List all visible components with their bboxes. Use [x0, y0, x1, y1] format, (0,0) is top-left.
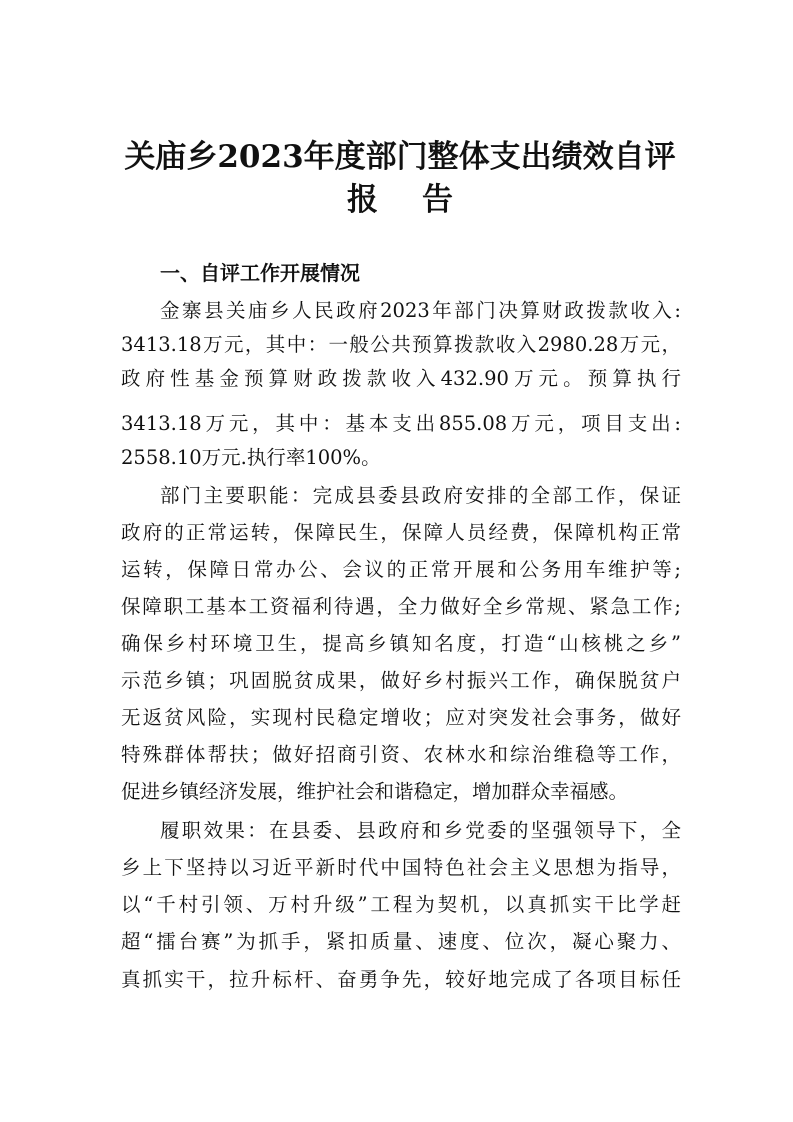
paragraph-line: 确保乡村环境卫生，提高乡镇知名度，打造“山核桃之乡”: [121, 632, 681, 655]
document-title-continued: 报告: [347, 182, 497, 218]
paragraph-line: 履职效果：在县委、县政府和乡党委的坚强领导下，全: [160, 819, 681, 842]
paragraph-line: 2558.10万元.执行率100%。: [121, 446, 381, 469]
paragraph-line: 3413.18万元，其中：基本支出855.08万元，项目支出:: [121, 412, 681, 435]
paragraph-line: 促进乡镇经济发展，维护社会和谐稳定，增加群众幸福感。: [121, 780, 629, 803]
paragraph-line: 政府性基金预算财政拨款收入432.90万元。预算执行: [121, 367, 681, 390]
paragraph-line: 示范乡镇；巩固脱贫成果，做好乡村振兴工作，确保脱贫户: [121, 669, 681, 692]
paragraph-line: 特殊群体帮扶；做好招商引资、农林水和综治维稳等工作，: [121, 743, 681, 766]
paragraph-line: 3413.18万元，其中：一般公共预算拨款收入2980.28万元，: [121, 333, 681, 356]
paragraph-line: 保障职工基本工资福利待遇，全力做好全乡常规、紧急工作;: [121, 595, 681, 618]
paragraph-line: 超“擂台赛”为抓手，紧扣质量、速度、位次，凝心聚力、: [121, 930, 681, 953]
paragraph-line: 无返贫风险，实现村民稳定增收；应对突发社会事务，做好: [121, 706, 681, 729]
paragraph-line: 部门主要职能：完成县委县政府安排的全部工作，保证: [160, 484, 681, 507]
paragraph-line: 运转，保障日常办公、会议的正常开展和公务用车维护等;: [121, 558, 681, 581]
section-heading: 一、自评工作开展情况: [160, 261, 360, 285]
paragraph-line: 金寨县关庙乡人民政府2023年部门决算财政拨款收入:: [160, 299, 681, 322]
document-title: 关庙乡2023年度部门整体支出绩效自评: [124, 139, 676, 175]
paragraph-line: 乡上下坚持以习近平新时代中国特色社会主义思想为指导，: [121, 856, 681, 879]
paragraph-line: 政府的正常运转，保障民生，保障人员经费，保障机构正常: [121, 521, 681, 544]
paragraph-line: 以“千村引领、万村升级”工程为契机，以真抓实干比学赶: [121, 893, 681, 916]
paragraph-line: 真抓实干，拉升标杆、奋勇争先，较好地完成了各项目标任: [121, 968, 681, 991]
